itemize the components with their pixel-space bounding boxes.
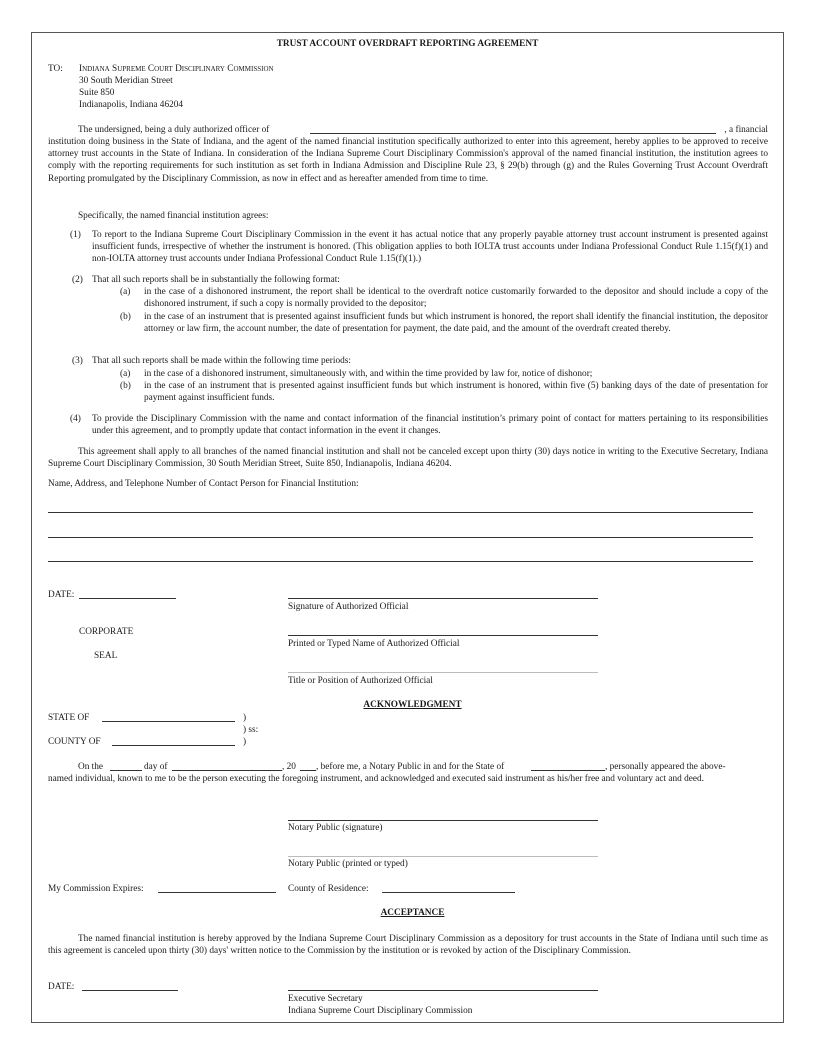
agreement-item-4 bbox=[48, 413, 768, 437]
ss-label: ) ss: bbox=[243, 725, 259, 735]
seal-label: SEAL bbox=[94, 651, 118, 661]
address-line-org: Indiana Supreme Court Disciplinary Commission bbox=[79, 64, 274, 74]
contact-line-2[interactable] bbox=[48, 537, 753, 538]
institution-name-field[interactable] bbox=[310, 133, 716, 134]
item-number: (4) bbox=[70, 414, 81, 424]
agreement-item-1 bbox=[48, 229, 768, 269]
sub-label: (a) bbox=[120, 287, 131, 297]
county-paren: ) bbox=[243, 737, 247, 747]
year-field[interactable] bbox=[300, 770, 316, 771]
state-of-label: STATE OF bbox=[48, 713, 90, 723]
address-line-city: Indianapolis, Indiana 46204 bbox=[79, 100, 184, 110]
item-text: To provide the Disciplinary Commission with the name and contact information of the financial institution’s primary point of contact for matters pertaining to its responsibilities under this agreement, and to promptly update that contact information in the event it changes. bbox=[92, 414, 768, 437]
sub-label: (a) bbox=[120, 369, 131, 379]
item-text: To report to the Indiana Supreme Court Disciplinary Commission in the event it has actual notice that any properly payable attorney trust account instrument is presented against insufficient funds, irrespective of whether the instrument is honored. (This obligation applies to both IOLTA trust accounts under Indiana Professional Conduct Rule 1.15(f)(1) and non-IOLTA attorney trust accounts under Indiana Professional Conduct Rule 1.15(f)(1).) bbox=[92, 230, 768, 265]
contact-line-3[interactable] bbox=[48, 561, 753, 562]
official-signature-label: Signature of Authorized Official bbox=[288, 602, 409, 612]
intro-end: , a financial bbox=[724, 125, 768, 135]
branches-paragraph: This agreement shall apply to all branches of the named financial institution and shall not be canceled except upon thirty (30) days notice in writing to the Executive Secretary, Indiana Supreme Court Disciplinary Commission, 30 South Meridian Street, Suite 850, Indianapolis, Indiana 46204. bbox=[48, 447, 768, 470]
official-signature-line[interactable] bbox=[288, 598, 598, 599]
contact-line-1[interactable] bbox=[48, 512, 753, 513]
contact-label: Name, Address, and Telephone Number of Contact Person for Financial Institution: bbox=[48, 479, 359, 489]
county-of-field[interactable] bbox=[112, 745, 235, 746]
county-of-label: COUNTY OF bbox=[48, 737, 101, 747]
to-label: TO: bbox=[48, 64, 63, 74]
agreement-item-2 bbox=[48, 274, 768, 286]
sub-text: in the case of a dishonored instrument, the report shall be identical to the overdraft notice customarily forwarded to the depositor and should include a copy of the dishonored instrument, if such a copy is normally provided to the depositor; bbox=[144, 287, 768, 310]
address-line-street: 30 South Meridian Street bbox=[79, 76, 173, 86]
acceptance-heading: ACCEPTANCE bbox=[380, 908, 445, 918]
acknowledgment-heading: ACKNOWLEDGMENT bbox=[363, 700, 462, 710]
signature-date-field[interactable] bbox=[79, 598, 176, 599]
exec-secretary-line[interactable] bbox=[288, 990, 598, 991]
item-2-sub-a bbox=[48, 286, 768, 310]
sub-label: (b) bbox=[120, 381, 131, 391]
agreement-item-3 bbox=[48, 355, 768, 367]
item-text: That all such reports shall be in substantially the following format: bbox=[92, 275, 340, 285]
notary-signature-line[interactable] bbox=[288, 820, 598, 821]
printed-name-line[interactable] bbox=[288, 635, 598, 636]
specifically-text: Specifically, the named financial institution agrees: bbox=[78, 211, 269, 221]
item-2-sub-b bbox=[48, 311, 768, 347]
document-title: TRUST ACCOUNT OVERDRAFT REPORTING AGREEMENT bbox=[276, 39, 539, 49]
year-prefix-text: , 20 bbox=[282, 762, 296, 772]
item-3-sub-b bbox=[48, 380, 768, 404]
sub-text: in the case of a dishonored instrument, simultaneously with, and within the time provided by law for, notice of dishonor; bbox=[144, 369, 593, 379]
item-number: (3) bbox=[72, 356, 83, 366]
day-of-text: day of bbox=[144, 762, 168, 772]
address-line-suite: Suite 850 bbox=[79, 88, 115, 98]
intro-paragraph bbox=[48, 124, 768, 185]
exec-secretary-label: Executive Secretary bbox=[288, 994, 363, 1004]
county-residence-field[interactable] bbox=[382, 892, 515, 893]
item-3-sub-a bbox=[48, 368, 768, 380]
notary-state-field[interactable] bbox=[531, 770, 605, 771]
notary-signature-label: Notary Public (signature) bbox=[288, 823, 383, 833]
state-of-field[interactable] bbox=[102, 721, 235, 722]
on-the-text: On the bbox=[78, 762, 104, 772]
before-me-text: , before me, a Notary Public in and for the State of bbox=[316, 762, 505, 772]
title-position-line[interactable] bbox=[288, 672, 598, 673]
corporate-label: CORPORATE bbox=[79, 627, 134, 637]
month-field[interactable] bbox=[172, 770, 282, 771]
intro-start: The undersigned, being a duly authorized officer of bbox=[78, 125, 270, 135]
commission-expires-field[interactable] bbox=[158, 892, 276, 893]
notary-body-rest: named individual, known to me to be the person executing the foregoing instrument, and acknowledged and executed said instrument as his/her free and voluntary act and deed. bbox=[48, 774, 705, 784]
sub-label: (b) bbox=[120, 312, 131, 322]
acceptance-date-label: DATE: bbox=[48, 982, 75, 992]
sub-text: in the case of an instrument that is presented against insufficient funds but which instrument is honored, the report shall identify the financial institution, the depositor attorney or law firm, the account number, the date of presentation for payment, the date paid, and the amount of the overdraft created thereby. bbox=[144, 312, 768, 335]
notary-printed-line[interactable] bbox=[288, 856, 598, 857]
acceptance-date-field[interactable] bbox=[82, 990, 178, 991]
commission-name-label: Indiana Supreme Court Disciplinary Commission bbox=[288, 1006, 473, 1016]
signature-date-label: DATE: bbox=[48, 590, 75, 600]
state-paren: ) bbox=[243, 713, 247, 723]
item-number: (1) bbox=[70, 230, 81, 240]
item-text: That all such reports shall be made within the following time periods: bbox=[92, 356, 351, 366]
intro-rest: institution doing business in the State of Indiana, and the agent of the named financial institution specifically authorized to enter into this agreement, hereby applies to be approved to receive attorney trust accounts in the State of Indiana. In consideration of the Indiana Supreme Court Disciplinary Commission's approval of the named financial institution, the institution agrees to comply with the reporting requirements for such institution as set forth in Indiana Admission and Discipline Rule 23, § 29(b) through (g) and the Rules Governing Trust Account Overdraft Reporting promulgated by the Disciplinary Commission, as now in effect and as hereafter amended from time to time. bbox=[48, 137, 768, 184]
notary-paragraph bbox=[48, 761, 768, 785]
sub-text: in the case of an instrument that is presented against insufficient funds but which instrument is honored, within five (5) banking days of the date of presentation for payment against insufficient funds. bbox=[144, 381, 768, 404]
appeared-text: , personally appeared the above- bbox=[605, 762, 726, 772]
county-residence-label: County of Residence: bbox=[288, 884, 369, 894]
notary-printed-label: Notary Public (printed or typed) bbox=[288, 859, 408, 869]
acceptance-paragraph: The named financial institution is hereby approved by the Indiana Supreme Court Disciplinary Commission as a depository for trust accounts in the State of Indiana until such time as this agreement is canceled upon thirty (30) days' written notice to the Commission by the institution or is revoked by action of the Disciplinary Commission. bbox=[48, 934, 768, 957]
day-field[interactable] bbox=[110, 770, 142, 771]
printed-name-label: Printed or Typed Name of Authorized Official bbox=[288, 639, 460, 649]
commission-expires-label: My Commission Expires: bbox=[48, 884, 144, 894]
item-number: (2) bbox=[72, 275, 83, 285]
title-position-label: Title or Position of Authorized Official bbox=[288, 676, 433, 686]
recipient-address bbox=[79, 63, 274, 111]
